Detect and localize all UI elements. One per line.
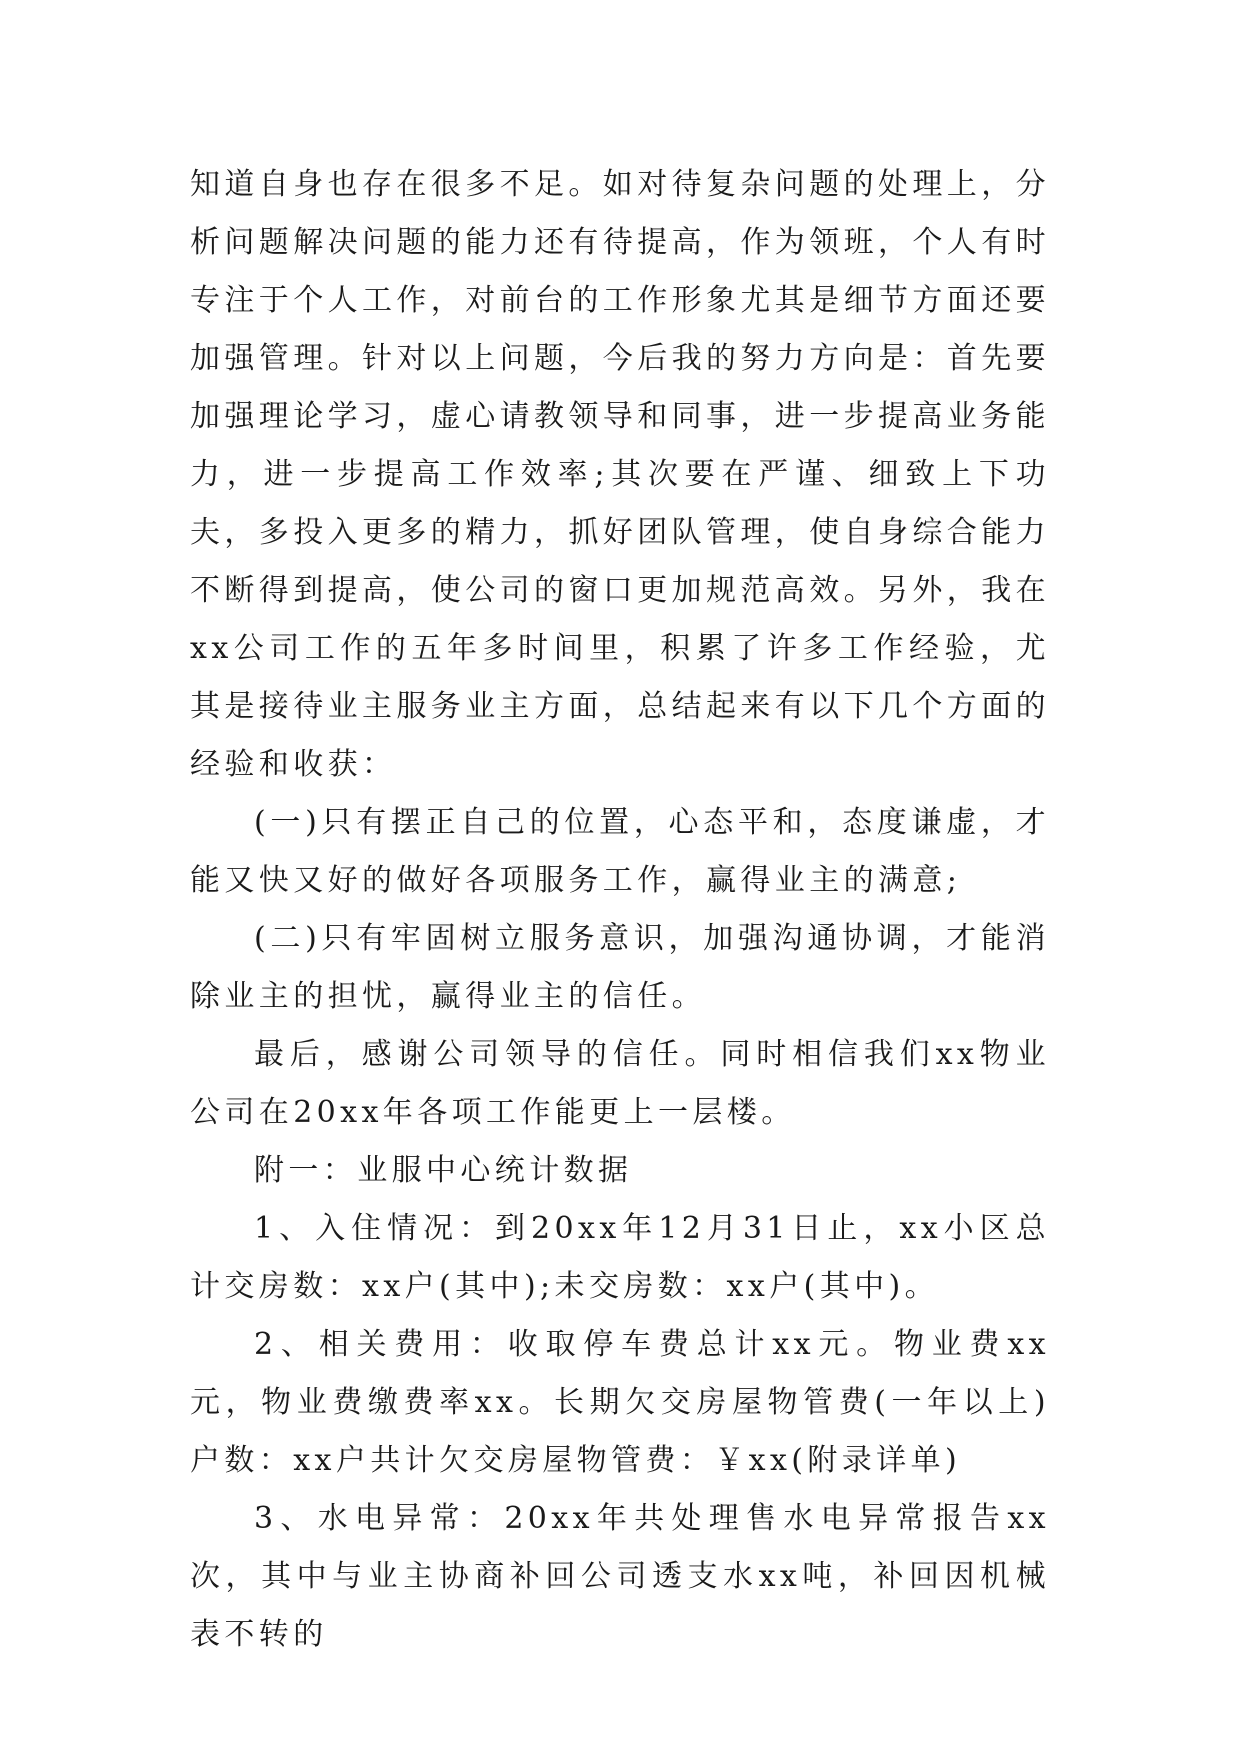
paragraph-point-two: (二)只有牢固树立服务意识，加强沟通协调，才能消除业主的担忧，赢得业主的信任。 xyxy=(190,921,1050,1014)
paragraph-closing: 最后，感谢公司领导的信任。同时相信我们xx物业公司在20xx年各项工作能更上一层楼。 xyxy=(190,1037,1050,1130)
paragraph-continuation: 知道自身也存在很多不足。如对待复杂问题的处理上，分析问题解决问题的能力还有待提高，作为领班，个人有时专注于个人工作，对前台的工作形象尤其是细节方面还要加强管理。针对以上问题，今后我的努力方向是：首先要加强理论学习，虚心请教领导和同事，进一步提高业务能力，进一步提高工作效率;其次要在严谨、细致上下功夫，多投入更多的精力，抓好团队管理，使自身综合能力不断得到提高，使公司的窗口更加规范高效。另外，我在xx公司工作的五年多时间里，积累了许多工作经验，尤其是接待业主服务业主方面，总结起来有以下几个方面的经验和收获： xyxy=(190,167,1050,782)
stat-fees: 2、相关费用：收取停车费总计xx元。物业费xx元，物业费缴费率xx。长期欠交房屋物管费(一年以上)户数：xx户共计欠交房屋物管费：￥xx(附录详单) xyxy=(190,1327,1050,1478)
stat-utilities: 3、水电异常：20xx年共处理售水电异常报告xx次，其中与业主协商补回公司透支水xx吨，补回因机械表不转的 xyxy=(190,1501,1050,1652)
stat-occupancy: 1、入住情况：到20xx年12月31日止，xx小区总计交房数：xx户(其中);未交房数：xx户(其中)。 xyxy=(190,1211,1050,1304)
document-body xyxy=(190,156,1050,1664)
appendix-heading: 附一：业服中心统计数据 xyxy=(254,1153,633,1188)
paragraph-point-one: (一)只有摆正自己的位置，心态平和，态度谦虚，才能又快又好的做好各项服务工作，赢得业主的满意; xyxy=(190,805,1050,898)
